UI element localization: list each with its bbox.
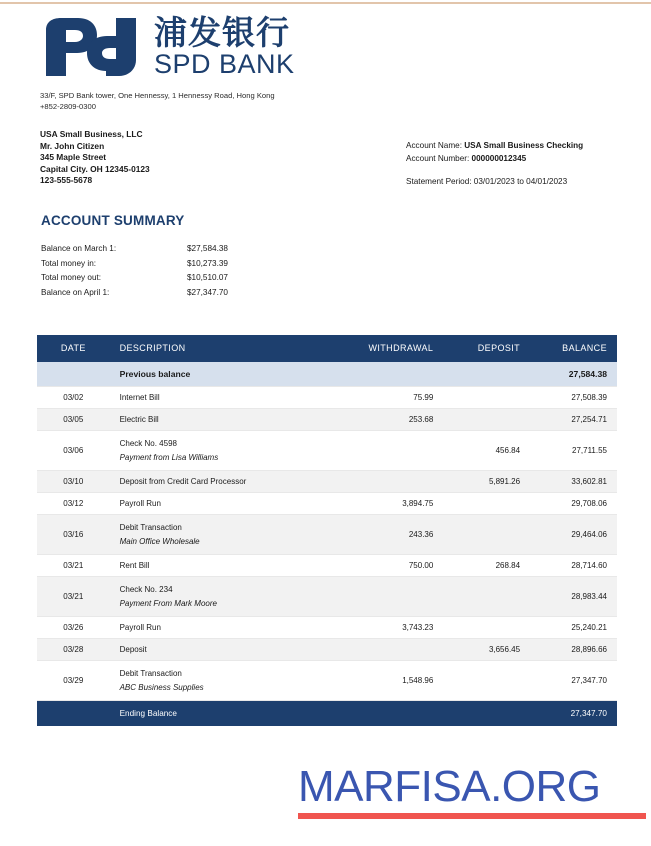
header-balance: BALANCE [530, 335, 617, 362]
summary-value: $27,347.70 [187, 287, 228, 297]
row-date: 03/06 [37, 431, 110, 471]
account-number-value: 000000012345 [471, 153, 527, 163]
row-withdrawal [348, 639, 443, 661]
row-withdrawal: 1,548.96 [348, 661, 443, 701]
summary-label: Balance on April 1: [41, 287, 110, 297]
row-description [110, 409, 348, 431]
account-info-block [406, 140, 583, 189]
row-description [110, 577, 348, 617]
row-description-main: Electric Bill [119, 415, 159, 424]
row-description [110, 387, 348, 409]
summary-row [41, 286, 297, 301]
ending-balance-label: Ending Balance [110, 701, 348, 727]
table-row [37, 639, 617, 661]
watermark-underline [298, 813, 646, 819]
row-date: 03/12 [37, 493, 110, 515]
transactions-table [37, 335, 617, 726]
row-date: 03/16 [37, 515, 110, 555]
table-row [37, 409, 617, 431]
row-balance: 29,464.06 [530, 515, 617, 555]
row-balance: 29,708.06 [530, 493, 617, 515]
previous-balance-date [37, 362, 110, 387]
row-description [110, 493, 348, 515]
row-balance: 28,714.60 [530, 555, 617, 577]
row-description-main: Debit Transaction [119, 523, 182, 532]
previous-balance-deposit [443, 362, 530, 387]
bank-address-block [40, 90, 275, 112]
table-row [37, 431, 617, 471]
previous-balance-label: Previous balance [110, 362, 348, 387]
row-withdrawal: 75.99 [348, 387, 443, 409]
table-row [37, 471, 617, 493]
row-balance: 33,602.81 [530, 471, 617, 493]
row-description-sub: Payment from Lisa Williams [119, 453, 219, 462]
row-balance: 25,240.21 [530, 617, 617, 639]
account-name-label: Account Name: [406, 141, 462, 150]
previous-balance-withdrawal [348, 362, 443, 387]
customer-company: USA Small Business, LLC [40, 129, 143, 139]
row-withdrawal: 750.00 [348, 555, 443, 577]
row-description-main: Payroll Run [119, 623, 161, 632]
ending-balance-withdrawal [348, 701, 443, 727]
bank-name-english: SPD BANK [154, 49, 295, 79]
bank-logo [40, 13, 460, 79]
row-description [110, 431, 348, 471]
summary-row [41, 257, 297, 272]
row-date: 03/21 [37, 555, 110, 577]
row-date: 03/29 [37, 661, 110, 701]
account-number-label: Account Number: [406, 153, 470, 163]
watermark-text: MARFISA.ORG [298, 762, 601, 811]
bank-header [40, 13, 460, 79]
table-row [37, 661, 617, 701]
row-deposit [443, 661, 530, 701]
row-description-main: Debit Transaction [119, 669, 182, 678]
summary-label: Balance on March 1: [41, 244, 117, 253]
row-withdrawal: 3,743.23 [348, 617, 443, 639]
ending-balance-amount: 27,347.70 [530, 701, 617, 727]
customer-phone: 123-555-5678 [40, 175, 93, 186]
row-date: 03/26 [37, 617, 110, 639]
transactions-header-row [37, 335, 617, 362]
row-balance: 28,983.44 [530, 577, 617, 617]
table-row [37, 515, 617, 555]
row-deposit: 3,656.45 [443, 639, 530, 661]
row-withdrawal: 3,894.75 [348, 493, 443, 515]
row-description [110, 515, 348, 555]
table-row [37, 493, 617, 515]
customer-city-state-zip: Capital City. OH 12345-0123 [40, 163, 150, 174]
row-description [110, 661, 348, 701]
customer-address-block [40, 129, 150, 187]
ending-balance-date [37, 701, 110, 727]
bank-name-block [154, 13, 295, 79]
header-deposit: DEPOSIT [443, 335, 530, 362]
summary-row [41, 271, 297, 286]
row-description-sub: Payment From Mark Moore [119, 599, 217, 608]
statement-period: Statement Period: 03/01/2023 to 04/01/2023 [406, 177, 568, 186]
header-date: DATE [37, 335, 110, 362]
top-border-rule [0, 2, 651, 4]
bank-address-line: 33/F, SPD Bank tower, One Hennessy, 1 Hennessy Road, Hong Kong [40, 91, 275, 100]
row-deposit [443, 577, 530, 617]
account-summary-title: ACCOUNT SUMMARY [41, 213, 185, 228]
account-number-row [406, 153, 583, 166]
row-description-main: Check No. 234 [119, 585, 173, 594]
row-description-main: Deposit [119, 645, 147, 654]
customer-name: Mr. John Citizen [40, 140, 105, 151]
row-description [110, 639, 348, 661]
bank-name-chinese: 浦发银行 [154, 13, 290, 52]
ending-balance-row [37, 701, 617, 727]
account-summary-body [41, 242, 297, 300]
row-date: 03/28 [37, 639, 110, 661]
row-withdrawal: 243.36 [348, 515, 443, 555]
table-row [37, 577, 617, 617]
previous-balance-row [37, 362, 617, 387]
bank-phone: +852-2809-0300 [40, 102, 96, 111]
row-deposit [443, 387, 530, 409]
row-date: 03/10 [37, 471, 110, 493]
summary-row [41, 242, 297, 257]
row-description [110, 471, 348, 493]
row-deposit: 456.84 [443, 431, 530, 471]
row-date: 03/02 [37, 387, 110, 409]
ending-balance-deposit [443, 701, 530, 727]
table-row [37, 555, 617, 577]
row-description-main: Rent Bill [119, 561, 150, 570]
row-description-main: Internet Bill [119, 393, 160, 402]
row-description [110, 555, 348, 577]
header-description: DESCRIPTION [110, 335, 348, 362]
row-balance: 27,711.55 [530, 431, 617, 471]
row-withdrawal: 253.68 [348, 409, 443, 431]
psd-monogram-logo-icon [40, 16, 144, 78]
row-deposit [443, 515, 530, 555]
row-deposit [443, 493, 530, 515]
row-balance: 27,254.71 [530, 409, 617, 431]
summary-value: $10,273.39 [187, 258, 228, 268]
row-description-main: Check No. 4598 [119, 439, 177, 448]
row-deposit: 268.84 [443, 555, 530, 577]
summary-label: Total money out: [41, 273, 102, 283]
transactions-body [37, 362, 617, 726]
table-row [37, 387, 617, 409]
row-withdrawal [348, 577, 443, 617]
watermark [298, 764, 648, 819]
row-withdrawal [348, 471, 443, 493]
row-description [110, 617, 348, 639]
summary-value: $27,584.38 [187, 244, 228, 253]
row-withdrawal [348, 431, 443, 471]
row-balance: 27,508.39 [530, 387, 617, 409]
previous-balance-amount: 27,584.38 [530, 362, 617, 387]
customer-street: 345 Maple Street [40, 152, 107, 163]
row-deposit [443, 409, 530, 431]
row-description-main: Payroll Run [119, 499, 161, 508]
summary-label: Total money in: [41, 258, 97, 268]
row-date: 03/21 [37, 577, 110, 617]
row-deposit [443, 617, 530, 639]
account-name-value: USA Small Business Checking [464, 141, 584, 150]
row-description-sub: ABC Business Supplies [119, 683, 204, 692]
transactions-header [37, 335, 617, 362]
account-name-row [406, 140, 583, 153]
row-description-sub: Main Office Wholesale [119, 537, 200, 546]
table-row [37, 617, 617, 639]
header-withdrawal: WITHDRAWAL [348, 335, 443, 362]
row-balance: 28,896.66 [530, 639, 617, 661]
account-summary-table [41, 242, 297, 300]
row-balance: 27,347.70 [530, 661, 617, 701]
row-date: 03/05 [37, 409, 110, 431]
row-deposit: 5,891.26 [443, 471, 530, 493]
summary-value: $10,510.07 [187, 273, 228, 283]
row-description-main: Deposit from Credit Card Processor [119, 477, 247, 486]
